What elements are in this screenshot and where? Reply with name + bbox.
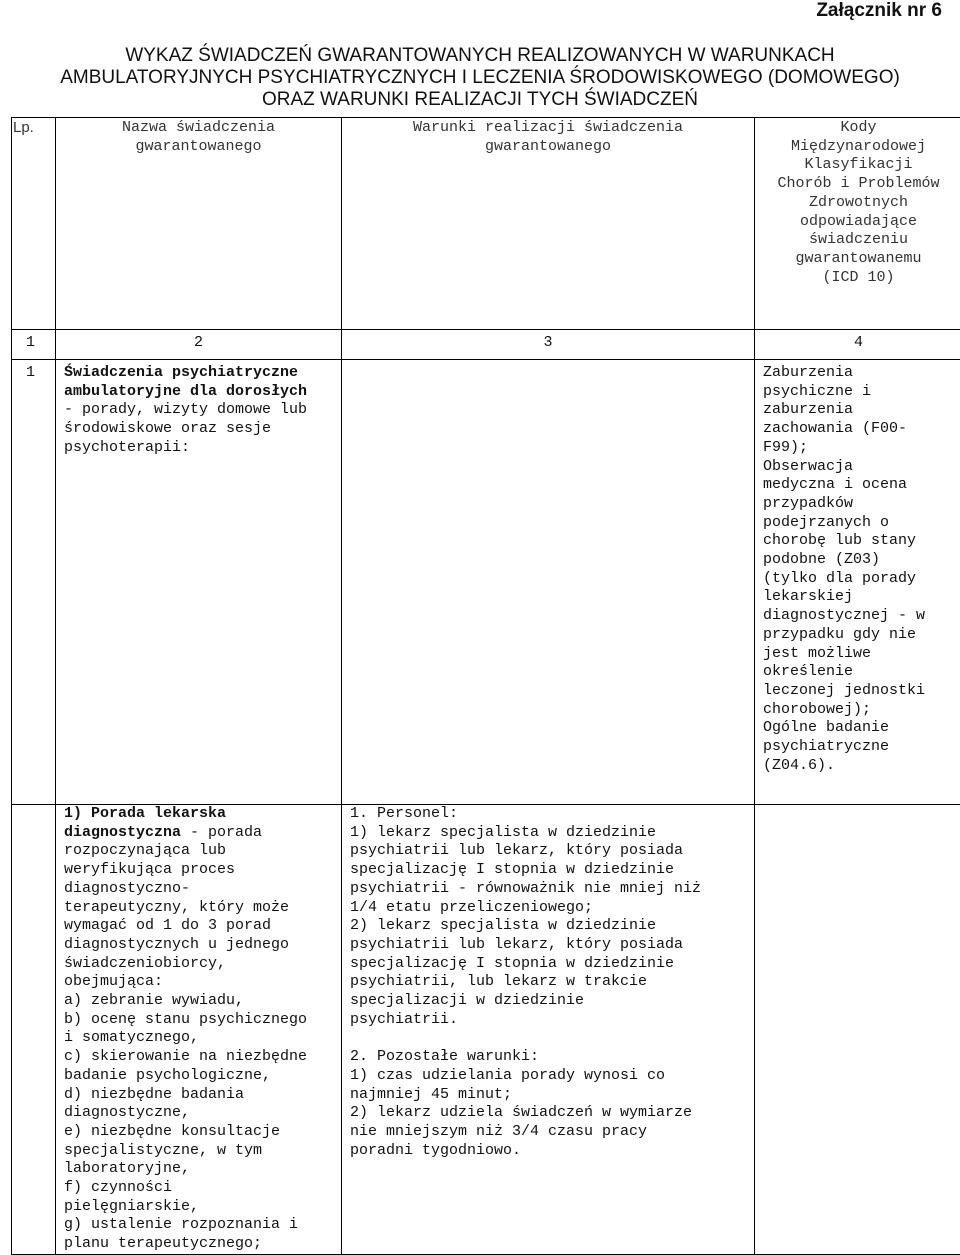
service-name-suffix: - porada: [181, 824, 262, 841]
text-line: Zdrowotnych: [755, 194, 960, 213]
services-table: [11, 117, 960, 1255]
text-line: Zaburzenia: [763, 364, 958, 383]
text-line: świadczeniobiorcy,: [64, 955, 337, 974]
text-line: psychiatrii lub lekarz, który posiada: [350, 842, 750, 861]
text-line: 1) czas udzielania porady wynosi co: [350, 1067, 750, 1086]
text-line: Obserwacja: [763, 458, 958, 477]
row-codes-empty: [755, 805, 960, 1255]
text-line: 2) lekarz udziela świadczeń w wymiarze: [350, 1104, 750, 1123]
title-line-2: AMBULATORYJNYCH PSYCHIATRYCZNYCH I LECZENIA ŚRODOWISKOWEGO (DOMOWEGO): [0, 67, 960, 89]
header-conditions-line: gwarantowanego: [342, 138, 754, 157]
text-line: specjalizację I stopnia w dziedzinie: [350, 955, 750, 974]
text-line: psychiatrii.: [350, 1011, 750, 1030]
text-line: środowiskowe oraz sesje: [64, 420, 337, 439]
text-line: laboratoryjne,: [64, 1160, 337, 1179]
text-line: diagnostycznej - w: [763, 607, 958, 626]
text-line: i somatycznego,: [64, 1029, 337, 1048]
column-number-row: [12, 330, 960, 360]
text-line: odpowiadające: [755, 213, 960, 232]
row-icd-codes: [755, 360, 960, 805]
header-lp-label: Lp.: [13, 119, 34, 136]
row-service-name: [56, 360, 342, 805]
text-line: najmniej 45 minut;: [350, 1086, 750, 1105]
text-line: specjalizacji w dziedzinie: [350, 992, 750, 1011]
text-line: chorobowej);: [763, 701, 958, 720]
text-line: przypadków: [763, 495, 958, 514]
text-line: a) zebranie wywiadu,: [64, 992, 337, 1011]
text-line: terapeutyczny, który może: [64, 899, 337, 918]
text-line: chorobę lub stany: [763, 532, 958, 551]
text-line: świadczeniu: [755, 231, 960, 250]
text-line: leczonej jednostki: [763, 682, 958, 701]
text-line: d) niezbędne badania: [64, 1086, 337, 1105]
text-line: lekarskiej: [763, 588, 958, 607]
text-line: Międzynarodowej: [755, 138, 960, 157]
conditions-other: [350, 1048, 750, 1160]
service-name-bold: 1) Porada lekarska: [64, 805, 337, 824]
text-line: Klasyfikacji: [755, 156, 960, 175]
spacer: [350, 1029, 750, 1048]
text-line: - porady, wizyty domowe lub: [64, 401, 337, 420]
column-number: 3: [342, 330, 755, 360]
text-line: planu terapeutycznego;: [64, 1235, 337, 1254]
text-line: 1/4 etatu przeliczeniowego;: [350, 899, 750, 918]
text-line: g) ustalenie rozpoznania i: [64, 1216, 337, 1235]
text-line: podejrzanych o: [763, 514, 958, 533]
header-conditions-line: Warunki realizacji świadczenia: [342, 119, 754, 138]
text-line: określenie: [763, 663, 958, 682]
text-line: diagnostyczne,: [64, 1104, 337, 1123]
document-title: [0, 45, 960, 111]
text-line: zaburzenia: [763, 401, 958, 420]
text-line: 1. Personel:: [350, 805, 750, 824]
text-line: Ogólne badanie: [763, 719, 958, 738]
row-conditions: [342, 805, 755, 1255]
text-line: zachowania (F00-: [763, 420, 958, 439]
text-line: 1) lekarz specjalista w dziedzinie: [350, 824, 750, 843]
title-line-3: ORAZ WARUNKI REALIZACJI TYCH ŚWIADCZEŃ: [0, 89, 960, 111]
text-line: e) niezbędne konsultacje: [64, 1123, 337, 1142]
text-line: f) czynności: [64, 1179, 337, 1198]
table-row: [12, 805, 960, 1255]
text-line: wymagać od 1 do 3 porad: [64, 917, 337, 936]
row-lp-empty: [12, 805, 56, 1255]
text-line: gwarantowanemu: [755, 250, 960, 269]
text-line: specjalistyczne, w tym: [64, 1142, 337, 1161]
text-line: b) ocenę stanu psychicznego: [64, 1011, 337, 1030]
text-line: podobne (Z03): [763, 551, 958, 570]
text-line: (ICD 10): [755, 269, 960, 288]
header-lp: [12, 118, 56, 330]
text-line: psychiczne i: [763, 383, 958, 402]
text-line: poradni tygodniowo.: [350, 1142, 750, 1161]
text-line: psychiatrii, lub lekarz w trakcie: [350, 973, 750, 992]
text-line: psychiatrii lub lekarz, który posiada: [350, 936, 750, 955]
row-lp: 1: [12, 360, 56, 805]
service-name-bold: diagnostyczna: [64, 824, 181, 841]
text-line: psychiatrii - równoważnik nie mniej niż: [350, 880, 750, 899]
service-name-bold: Świadczenia psychiatryczne: [64, 364, 337, 383]
column-number: 2: [56, 330, 342, 360]
header-name-line: gwarantowanego: [56, 138, 341, 157]
text-line: psychiatryczne: [763, 738, 958, 757]
text-line: diagnostycznych u jednego: [64, 936, 337, 955]
header-row: [12, 118, 960, 330]
text-line: specjalizację I stopnia w dziedzinie: [350, 861, 750, 880]
text-line: Kody: [755, 119, 960, 138]
row-service-name: [56, 805, 342, 1255]
header-codes: [755, 118, 960, 330]
row-conditions-empty: [342, 360, 755, 805]
text-line: medyczna i ocena: [763, 476, 958, 495]
text-line: 2) lekarz specjalista w dziedzinie: [350, 917, 750, 936]
service-name-bold: ambulatoryjne dla dorosłych: [64, 383, 337, 402]
text-line: rozpoczynająca lub: [64, 842, 337, 861]
text-line: weryfikująca proces: [64, 861, 337, 880]
service-name-text: [64, 401, 337, 457]
conditions-personnel: [350, 805, 750, 1029]
text-line: Chorób i Problemów: [755, 175, 960, 194]
text-line: pielęgniarskie,: [64, 1198, 337, 1217]
text-line: c) skierowanie na niezbędne: [64, 1048, 337, 1067]
text-line: przypadku gdy nie: [763, 626, 958, 645]
service-name-text: [64, 842, 337, 1253]
text-line: jest możliwe: [763, 645, 958, 664]
annex-label: Załącznik nr 6: [816, 0, 942, 22]
title-line-1: WYKAZ ŚWIADCZEŃ GWARANTOWANYCH REALIZOWANYCH W WARUNKACH: [0, 45, 960, 67]
service-name-line: [64, 824, 337, 843]
text-line: 2. Pozostałe warunki:: [350, 1048, 750, 1067]
column-number: 1: [12, 330, 56, 360]
text-line: diagnostyczno-: [64, 880, 337, 899]
table-row: [12, 360, 960, 805]
text-line: (tylko dla porady: [763, 570, 958, 589]
column-number: 4: [755, 330, 960, 360]
text-line: nie mniejszym niż 3/4 czasu pracy: [350, 1123, 750, 1142]
text-line: (Z04.6).: [763, 757, 958, 776]
text-line: F99);: [763, 439, 958, 458]
header-name: [56, 118, 342, 330]
header-conditions: [342, 118, 755, 330]
text-line: psychoterapii:: [64, 439, 337, 458]
header-name-line: Nazwa świadczenia: [56, 119, 341, 138]
text-line: obejmująca:: [64, 973, 337, 992]
text-line: badanie psychologiczne,: [64, 1067, 337, 1086]
